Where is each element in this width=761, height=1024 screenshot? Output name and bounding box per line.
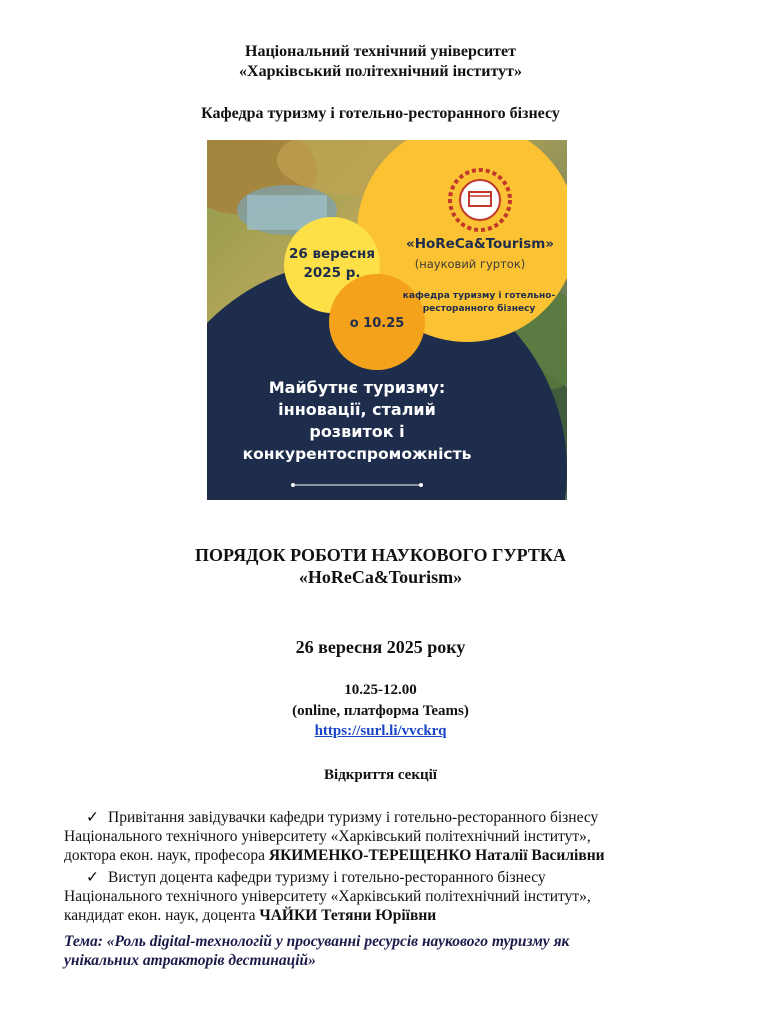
checkmark-icon: ✓ bbox=[86, 869, 99, 886]
speaker-name-1: ЯКИМЕНКО-ТЕРЕЩЕНКО Наталії Василівни bbox=[268, 847, 605, 864]
poster-time: о 10.25 bbox=[349, 316, 405, 331]
agenda-item-2-line3: кандидат екон. наук, доцента ЧАЙКИ Тетяни Юріївни bbox=[64, 907, 437, 924]
poster-dept-line1: кафедра туризму і готельно- bbox=[402, 291, 556, 301]
program-subtitle: «HoReCa&Tourism» bbox=[298, 567, 463, 587]
event-format: (online, платформа Teams) bbox=[292, 703, 469, 719]
meeting-link[interactable]: https://surl.li/vvckrq bbox=[314, 723, 447, 739]
poster-dept-line2: ресторанного бізнесу bbox=[422, 304, 536, 314]
agenda-item-1-line1: ✓ Привітання завідувачки кафедри туризму і готельно-ресторанного бізнесу bbox=[86, 809, 599, 826]
event-date: 26 вересня 2025 року bbox=[295, 637, 466, 657]
event-poster bbox=[207, 140, 567, 500]
department-name: Кафедра туризму і готельно-ресторанного бізнесу bbox=[201, 105, 560, 122]
speaker-name-2: ЧАЙКИ Тетяни Юріївни bbox=[259, 907, 437, 924]
section-heading: Відкриття секції bbox=[324, 767, 437, 783]
agenda-item-1-line3: доктора екон. наук, професора ЯКИМЕНКО-ТЕРЕЩЕНКО Наталії Василівни bbox=[64, 847, 605, 864]
meeting-link-row bbox=[0, 721, 761, 741]
poster-date-line1: 26 вересня bbox=[288, 246, 376, 262]
poster-graphic bbox=[207, 140, 567, 500]
talk-theme bbox=[64, 932, 709, 970]
agenda-item-2 bbox=[64, 868, 709, 925]
university-name-quoted: «Харківський політехнічний інститут» bbox=[239, 63, 522, 80]
university-name: Національний технічний університет bbox=[245, 43, 516, 60]
talk-theme-line1: Тема: «Роль digital-технологій у просуванні ресурсів наукового туризму як bbox=[64, 933, 570, 950]
agenda-item-1-line2: Національного технічного університету «Харківський політехнічний інститут», bbox=[64, 828, 591, 845]
poster-headline-line1: Майбутнє туризму: bbox=[268, 378, 446, 397]
agenda-item-1 bbox=[64, 808, 709, 865]
poster-club-type: (науковий гурток) bbox=[414, 257, 526, 271]
program-title: ПОРЯДОК РОБОТИ НАУКОВОГО ГУРТКА bbox=[195, 545, 566, 565]
poster-headline-line4: конкурентоспроможність bbox=[242, 445, 472, 463]
event-time: 10.25-12.00 bbox=[344, 682, 417, 698]
poster-date-line2: 2025 р. bbox=[303, 265, 361, 281]
poster-headline-line3: розвиток і bbox=[309, 422, 405, 441]
agenda-item-2-line1: ✓ Виступ доцента кафедри туризму і готельно-ресторанного бізнесу bbox=[86, 869, 546, 886]
poster-headline-line2: інновації, сталий bbox=[278, 400, 436, 419]
checkmark-icon: ✓ bbox=[86, 809, 99, 826]
poster-club-name: «HoReCa&Tourism» bbox=[405, 236, 555, 252]
agenda-item-2-line2: Національного технічного університету «Харківський політехнічний інститут», bbox=[64, 888, 591, 905]
talk-theme-line2: унікальних атракторів дестинацій» bbox=[64, 952, 316, 969]
